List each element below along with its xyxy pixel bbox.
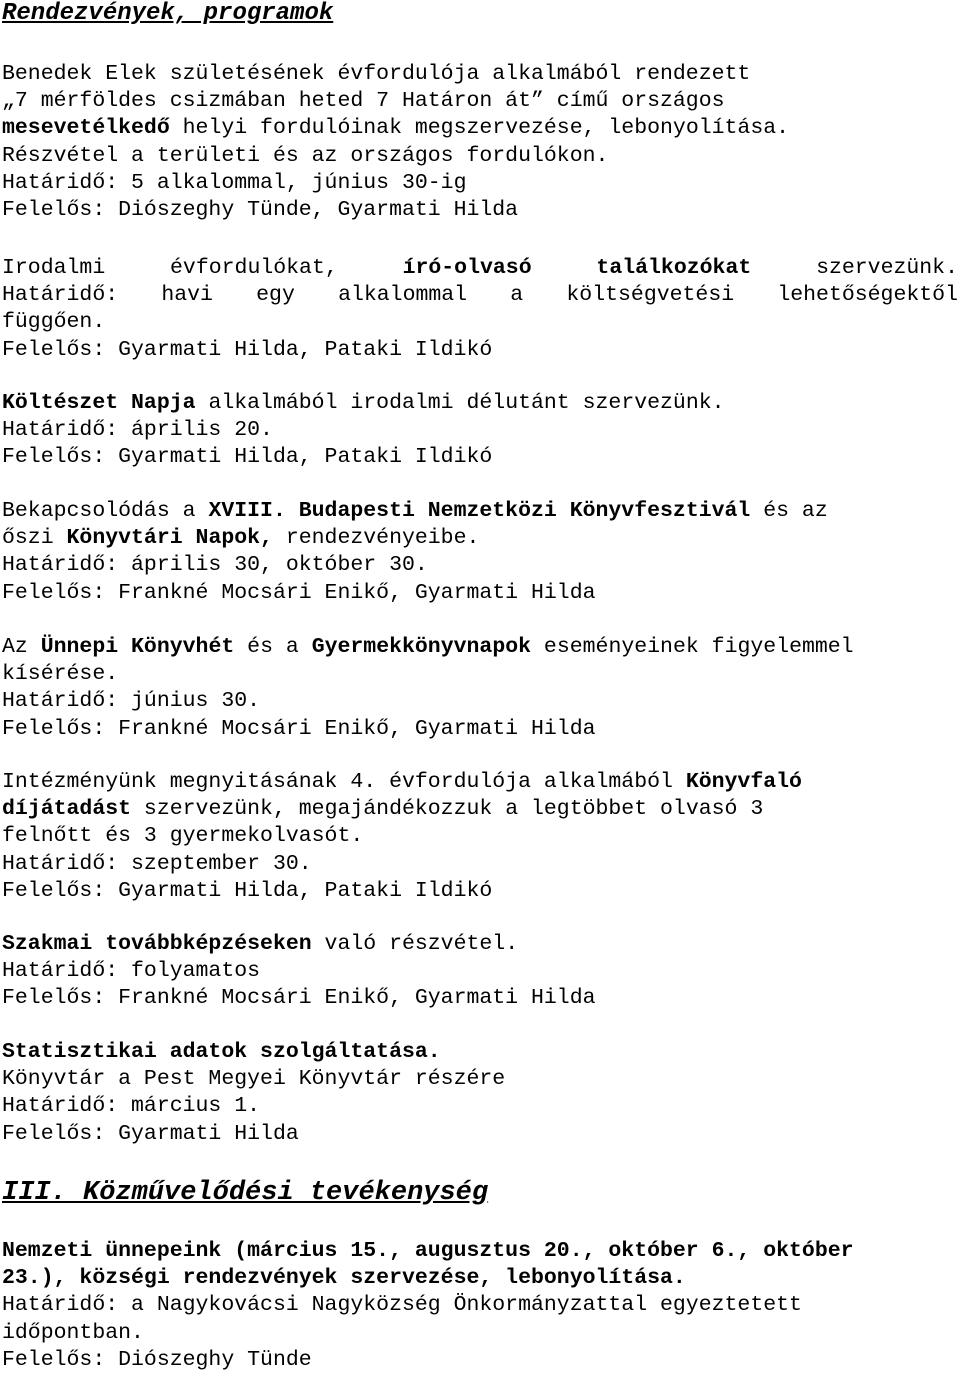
- text-line: [2, 1265, 958, 1292]
- paragraph-unnepi-konyvhet: [2, 634, 958, 743]
- word: Irodalmi: [2, 256, 106, 280]
- text-span: és a: [234, 635, 312, 659]
- word: költségvetési: [566, 283, 735, 308]
- paragraph-konyvfesztival: [2, 498, 958, 607]
- text-span: helyi fordulóinak megszervezése, lebonyolítása.: [169, 116, 790, 141]
- bold-term: Statisztikai adatok szolgáltatása.: [2, 1040, 441, 1064]
- responsible-line: Felelős: Gyarmati Hilda, Pataki Ildikó: [2, 445, 493, 470]
- deadline-line: Határidő: szeptember 30.: [2, 851, 312, 876]
- paragraph-kolteszet-napja: [2, 390, 958, 472]
- text-line: [2, 634, 958, 661]
- text-line: felnőtt és 3 gyermekolvasót.: [2, 824, 364, 849]
- text-line: Benedek Elek születésének évfordulója alkalmából rendezett: [2, 62, 751, 86]
- text-line: kísérése.: [2, 662, 119, 687]
- word: alkalommal: [338, 283, 468, 308]
- text-span: őszi: [2, 526, 67, 551]
- responsible-line: Felelős: Frankné Mocsári Enikő, Gyarmati Hilda: [2, 986, 596, 1011]
- responsible-line: Felelős: Diószeghy Tünde: [2, 1347, 312, 1372]
- text-line: [2, 498, 958, 525]
- word: havi: [161, 283, 213, 308]
- responsible-line: Felelős: Gyarmati Hilda: [2, 1121, 299, 1146]
- bold-term: XVIII. Budapesti Nemzetközi Könyvfesztivál: [208, 499, 751, 523]
- responsible-line: Felelős: Frankné Mocsári Enikő, Gyarmati Hilda: [2, 580, 596, 605]
- bold-term: Könyvtári Napok,: [66, 526, 273, 551]
- word: egy: [256, 283, 295, 308]
- word: szervezünk.: [816, 256, 958, 280]
- bold-term: Gyermekkönyvnapok: [311, 635, 532, 659]
- paragraph-nemzeti-unnepek: [2, 1238, 958, 1374]
- deadline-line: Határidő: 5 alkalommal, június 30-ig: [2, 170, 467, 195]
- text-line: [2, 525, 958, 552]
- text-line: időpontban.: [2, 1320, 144, 1345]
- text-line: [2, 931, 958, 958]
- text-span: való részvétel.: [311, 932, 519, 956]
- text-span: eseményeinek figyelemmel: [531, 635, 854, 659]
- justified-line: [2, 255, 958, 282]
- text-line: [2, 796, 958, 823]
- responsible-line: Felelős: Diószeghy Tünde, Gyarmati Hilda: [2, 198, 519, 223]
- bold-term: Könyvfaló: [685, 770, 802, 794]
- bold-term: mesevetélkedő: [2, 116, 170, 141]
- section-heading-programs: Rendezvények, programok: [2, 0, 334, 27]
- text-line: Részvétel a területi és az országos fordulókon.: [2, 143, 609, 168]
- bold-term: díjátadást: [2, 797, 132, 822]
- responsible-line: Felelős: Gyarmati Hilda, Pataki Ildikó: [2, 878, 493, 903]
- bold-term: író-olvasó: [402, 256, 532, 280]
- bold-term: találkozókat: [596, 256, 752, 280]
- text-line: [2, 769, 958, 796]
- text-line: [2, 390, 958, 417]
- bold-term: 23.), községi rendezvények szervezése, lebonyolítása.: [2, 1266, 686, 1291]
- text-line: [2, 115, 958, 142]
- bold-term: Nemzeti ünnepeink (március 15., augusztus 20., október 6., október: [2, 1239, 854, 1263]
- deadline-line: [2, 282, 958, 309]
- text-span: Az: [2, 635, 41, 659]
- text-span: Intézményünk megnyitásának 4. évfordulója alkalmából: [2, 770, 686, 794]
- text-span: és az: [750, 499, 828, 523]
- responsible-line: Felelős: Gyarmati Hilda, Pataki Ildikó: [2, 337, 493, 362]
- text-line: Könyvtár a Pest Megyei Könyvtár részére: [2, 1067, 506, 1092]
- paragraph-irodalmi-evfordulok: [2, 255, 958, 364]
- responsible-line: Felelős: Frankné Mocsári Enikő, Gyarmati Hilda: [2, 716, 596, 741]
- word: a: [510, 283, 524, 308]
- text-line: függően.: [2, 310, 106, 335]
- deadline-line: Határidő: a Nagykovácsi Nagyközség Önkormányzattal egyeztetett: [2, 1293, 802, 1318]
- deadline-line: Határidő: március 1.: [2, 1094, 261, 1119]
- text-span: alkalmából irodalmi délutánt szervezünk.: [195, 391, 725, 415]
- paragraph-tovabbkepzes: [2, 931, 958, 1013]
- text-line: [2, 1039, 958, 1066]
- word: lehetőségektől: [777, 283, 958, 308]
- word: évfordulókat,: [170, 256, 338, 280]
- text-line: „7 mérföldes csizmában heted 7 Határon át” című országos: [2, 89, 725, 114]
- paragraph-statisztika: [2, 1039, 958, 1148]
- paragraph-mesevetelkedo: [2, 61, 958, 224]
- text-span: szervezünk, megajándékozzuk a legtöbbet olvasó 3: [131, 797, 764, 822]
- deadline-line: Határidő: június 30.: [2, 689, 261, 714]
- section-heading-kozmuvelodes: III. Közművelődési tevékenység: [2, 1178, 489, 1208]
- text-span: Bekapcsolódás a: [2, 499, 209, 523]
- deadline-line: Határidő: április 30, október 30.: [2, 553, 428, 578]
- text-span: rendezvényeibe.: [272, 526, 480, 551]
- bold-term: Költészet Napja: [2, 391, 196, 415]
- text-line: [2, 1238, 958, 1265]
- bold-term: Szakmai továbbképzéseken: [2, 932, 312, 956]
- word: Határidő:: [2, 283, 119, 308]
- deadline-line: Határidő: folyamatos: [2, 959, 261, 984]
- paragraph-konyvfalo: [2, 769, 958, 905]
- bold-term: Ünnepi Könyvhét: [40, 635, 235, 659]
- deadline-line: Határidő: április 20.: [2, 418, 273, 443]
